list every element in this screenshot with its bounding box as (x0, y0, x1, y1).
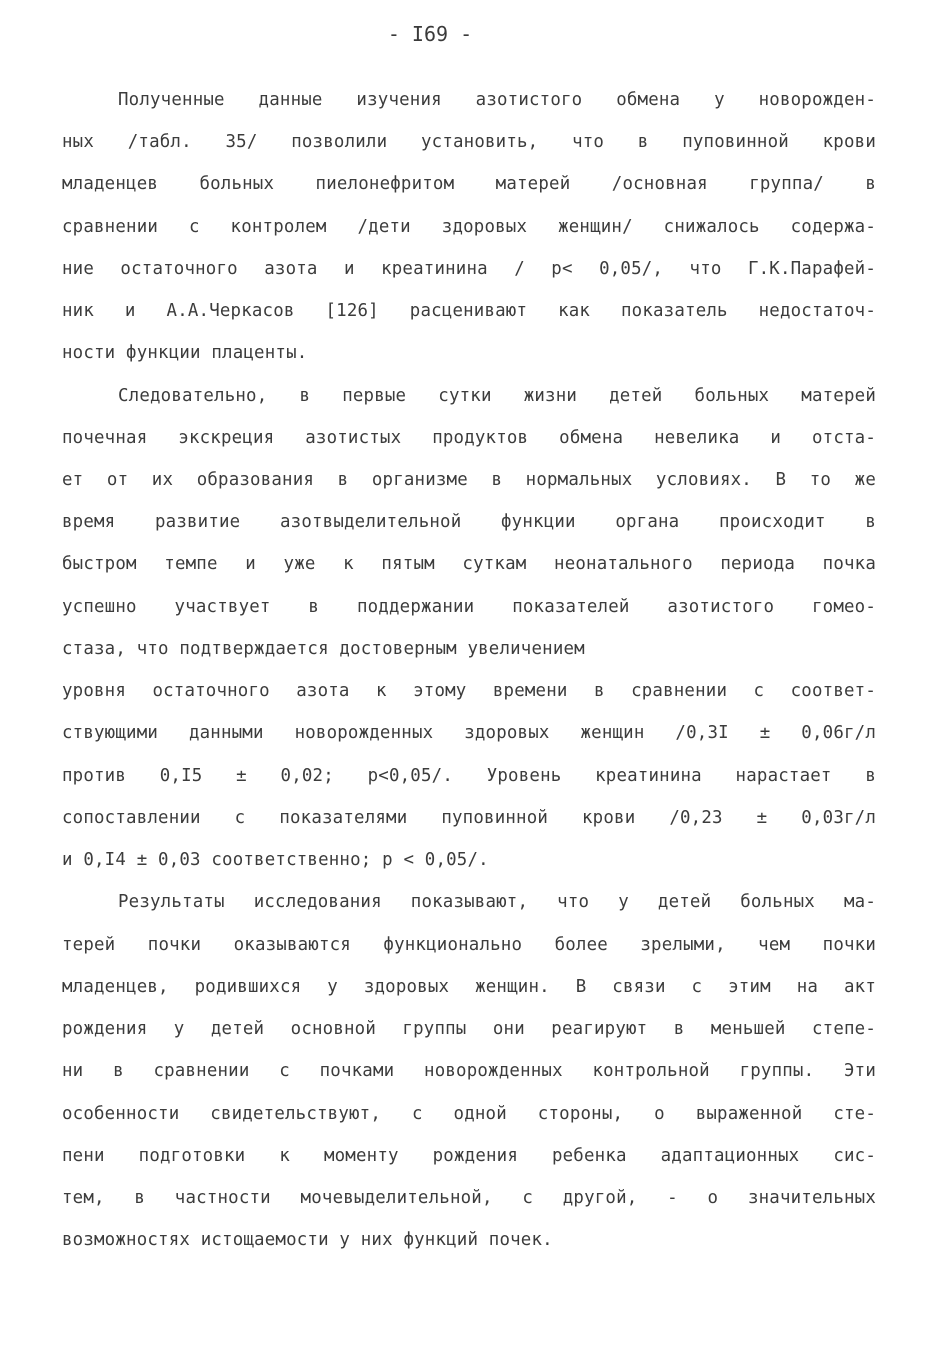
text-line: ние остаточного азота и креатинина / р< 0,05/, что Г.К.Парафей- (62, 259, 876, 279)
text-line: Полученные данные изучения азотистого обмена у новорожден- (118, 90, 876, 110)
text-line: ствующими данными новорожденных здоровых женщин /0,3I ± 0,06г/л (62, 723, 876, 743)
text-line: стаза, что подтверждается достоверным увеличением (62, 639, 585, 659)
text-line: ни в сравнении с почками новорожденных контрольной группы. Эти (62, 1061, 876, 1081)
text-line: Следовательно, в первые сутки жизни детей больных матерей (118, 386, 876, 406)
text-line: возможностях истощаемости у них функций почек. (62, 1230, 553, 1250)
text-line: против 0,I5 ± 0,02; р<0,05/. Уровень креатинина нарастает в (62, 766, 876, 786)
text-line: ных /табл. 35/ позволили установить, что в пуповинной крови (62, 132, 876, 152)
text-line: успешно участвует в поддержании показателей азотистого гомео- (62, 597, 876, 617)
text-line: ник и А.А.Черкасов [126] расценивают как показатель недостаточ- (62, 301, 876, 321)
text-line: тем, в частности мочевыделительной, с другой, - о значительных (62, 1188, 876, 1208)
text-line: время развитие азотвыделительной функции органа происходит в (62, 512, 876, 532)
text-line: сопоставлении с показателями пуповинной крови /0,23 ± 0,03г/л (62, 808, 876, 828)
text-line: особенности свидетельствуют, с одной стороны, о выраженной сте- (62, 1104, 876, 1124)
text-line: терей почки оказываются функционально более зрелыми, чем почки (62, 935, 876, 955)
text-line: пени подготовки к моменту рождения ребенка адаптационных сис- (62, 1146, 876, 1166)
text-line: почечная экскреция азотистых продуктов обмена невелика и отста- (62, 428, 876, 448)
text-line: младенцев, родившихся у здоровых женщин. В связи с этим на акт (62, 977, 876, 997)
text-line: уровня остаточного азота к этому времени в сравнении с соответ- (62, 681, 876, 701)
text-line: и 0,I4 ± 0,03 соответственно; р < 0,05/. (62, 850, 489, 870)
text-line: сравнении с контролем /дети здоровых женщин/ снижалось содержа- (62, 217, 876, 237)
text-line: Результаты исследования показывают, что у детей больных ма- (118, 892, 876, 912)
text-line: быстром темпе и уже к пятым суткам неонатального периода почка (62, 554, 876, 574)
text-line: ет от их образования в организме в нормальных условиях. В то же (62, 470, 876, 490)
text-line: младенцев больных пиелонефритом матерей /основная группа/ в (62, 174, 876, 194)
page-number: - I69 - (387, 22, 473, 46)
text-line: рождения у детей основной группы они реагируют в меньшей степе- (62, 1019, 876, 1039)
text-line: ности функции плаценты. (62, 343, 308, 363)
